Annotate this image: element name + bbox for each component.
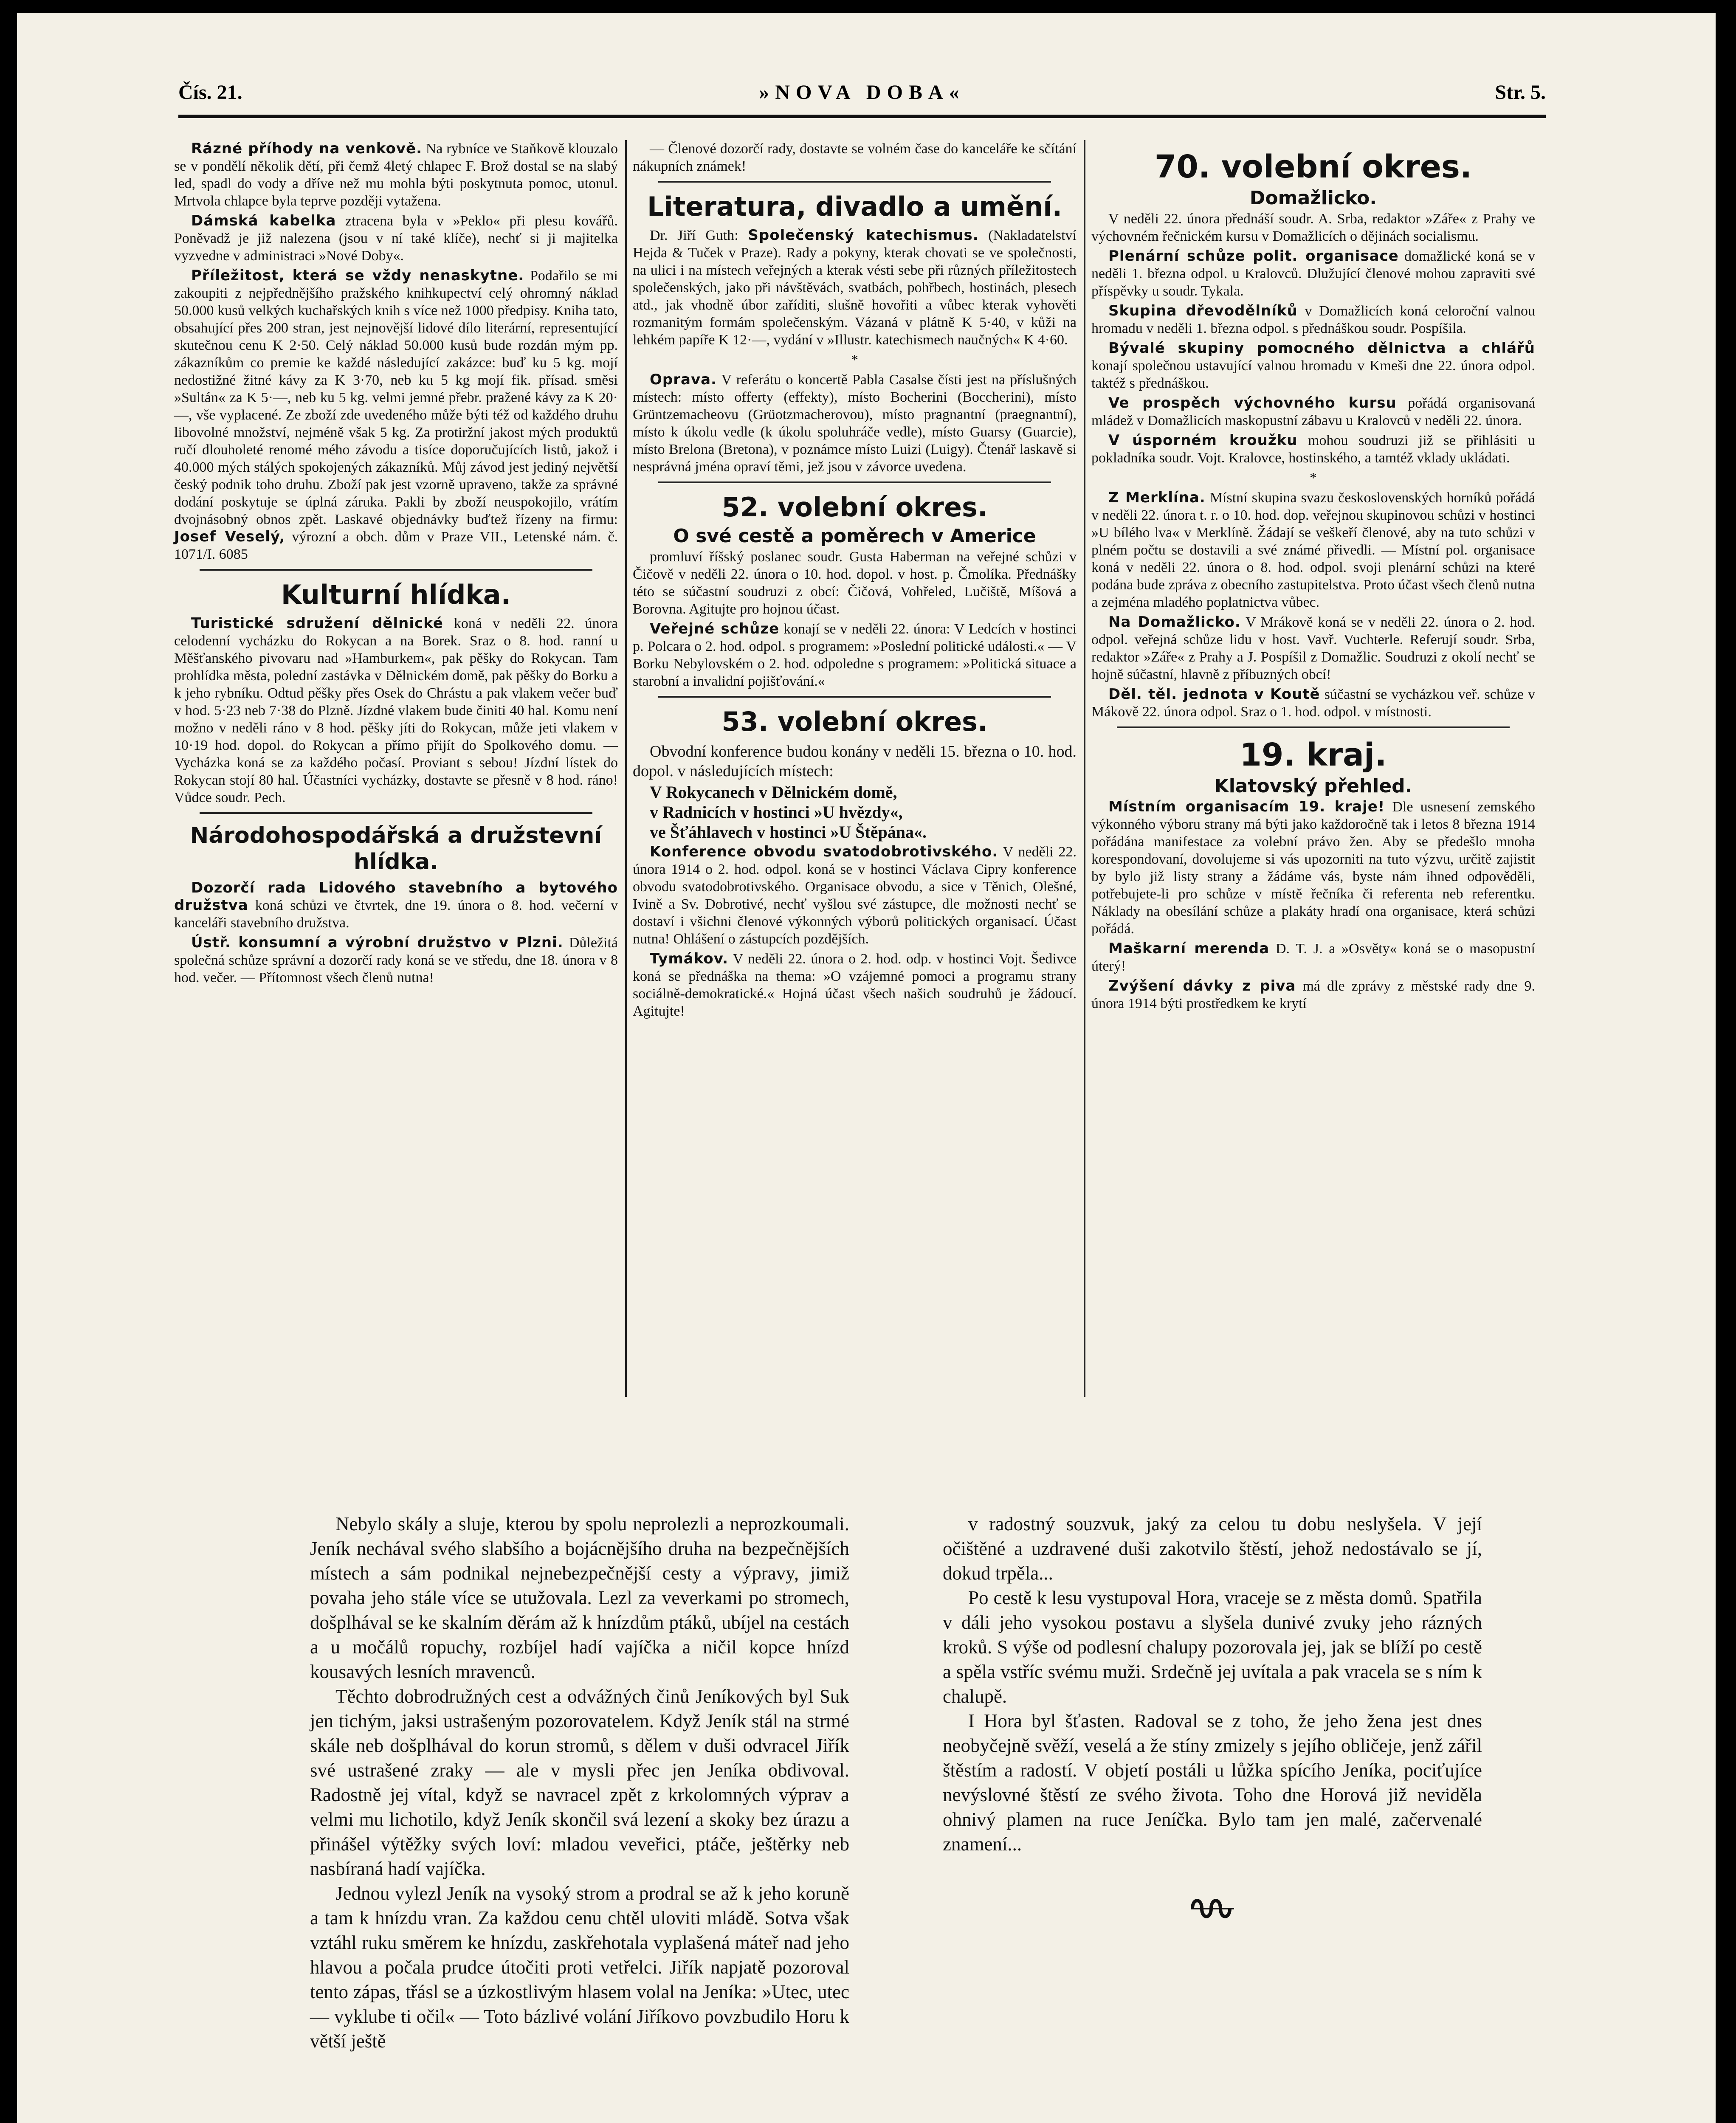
- story-paragraph: Těchto dobrodružných cest a odvážných činů Jeníkových byl Suk jen tichým, jaksi ustrašeným pozorovatelem. Když Jeník stál na strmé skále neb došplhával do korun stromů, s dělem v duši odvracel Jiřík své ustrašené zraky — ale v mysli přec jen Jeníka obdivoval. Radostně jej vítal, když se navracel zpět z krkolomných výprav a velmi mu lichotilo, když Jeník skončil svá lezení a skoky bez úrazu a přinášel výtěžky svých loví: mladou veveřici, ptáče, ještěrky neb nasbíraná hadí vajíčka.: [310, 1686, 849, 1879]
- article-paragraph: Dozorčí rada Lidového stavebního a bytového družstva koná schůzi ve čtvrtek, dne 19. února o 8. hod. večerní v kanceláři stavebního družstva.: [174, 879, 618, 931]
- floral-ornament-icon: [1189, 1894, 1236, 1923]
- article-paragraph: V úsporném kroužku mohou soudruzi již se přihlásiti u pokladníka soudr. Vojt. Kralovce, hostinského, a tamtéž vklady ukládati.: [1091, 432, 1536, 466]
- story-paragraph: Po cestě k lesu vystupoval Hora, vraceje se z města domů. Spatřila v dáli jeho vysokou postavu a slyšela dunivé zvuky jeho rázných kroků. S výše od podlesní chalupy pozorovala jej, jak se blíží po cestě a spěla vstříc svému muži. Srdečně jej uvítala a pak vracela se s ním k chalupě.: [943, 1587, 1482, 1707]
- section-heading: 52. volební okres.: [721, 492, 988, 523]
- place-line: v Radnicích v hostinci »U hvězdy«,: [650, 802, 903, 822]
- separator: [200, 812, 592, 814]
- separator: [658, 181, 1051, 183]
- story-left-column: [310, 1512, 849, 2053]
- advert-paragraph: Příležitost, která se vždy nenaskytne. Podařilo se mi zakoupiti z nejpřednějšího pražského knihkupectví celý ohromný náklad 50.000 kusů velkých kuchařských knih s více než 1000 předpisy. Kniha tato, obsahující přes 200 stran, jest nejnovější lidové dílo literární, representující skutečnou cenu K 2·50. Celý náklad 50.000 kusů bude rozdán mým pp. zákazníkům co premie ke každé následující zakázce: buď ku 5 kg. mojí nedostižné žitné kávy za K 3·70, neb ku 5 kg mojí fik. přísad. směsi »Sultán« za K 5·—, neb ku 5 kg. velmi jemné přebr. pražené kávy za K 20·—, vše vyplacené. Ze zboží zde uvedeného může býti též od každého druhu libovolné množství, nejméně však 5 kg. Za protiržní jakost mých produktů ručí dlouholeté renomé mého závodu a tisíce doporučujících listů, jakož i 40.000 mých stálých spokojených zákazníků. Můj závod jest jediný největší český podnik toho druhu. Zboží pak jest vzorně upraveno, takže za správné dodání poskytuje se úplná záruka. Pakli by zboží neuspokojilo, vrátím dvojnásobný obnos zpět. Laskavé objednávky buďtež řízeny na firmu: Josef Veselý, výrozní a obch. dům v Praze VII., Letenské nám. č. 1071/I. 6085: [174, 267, 618, 562]
- section-heading: Literatura, divadlo a umění.: [647, 191, 1062, 222]
- article-paragraph: Obvodní konference budou konány v neděli 15. března o 10. hod. dopol. v následujících místech:: [633, 743, 1077, 780]
- article-paragraph: Děl. těl. jednota v Koutě súčastní se vycházkou veř. schůze v Mákově 22. února odpol. Sraz o 1. hod. odpol. v místnosti.: [1091, 686, 1536, 720]
- article-paragraph: — Členové dozorčí rady, dostavte se volném čase do kanceláře ke sčítání nákupních známek!: [633, 141, 1077, 174]
- section-heading: Kulturní hlídka.: [281, 579, 511, 610]
- column-rule: [1084, 140, 1085, 1397]
- newspaper-title: »NOVA DOBA«: [759, 81, 965, 104]
- article-paragraph: Turistické sdružení dělnické koná v neděli 22. února celodenní vycházku do Rokycan a na Borek. Sraz o 8. hod. ranní u Měšťanského pivovaru nad »Hamburkem«, pak pěšky do Rokycan. Tam prohlídka města, polední zastávka v Dělnickém domě, pak pěšky do Borku a k jeho rybníku. Odtud pěšky přes Osek do Chrástu a pak vlakem večer buď v hod. 5·23 neb 7·38 do Plzně. Jízdné vlakem bude činiti 40 hal. Komu není možno v neděli ráno v 8 hod. pěšky jíti do Rokycan, může jeti vlakem v 10·19 hod. dopol. do Rokycan a přímo přijít do Spolkového domu. — Vycházka koná se za každého počasí. Proviant s sebou! Jízdní lístek do Rokycan stojí 80 hal. Účastníci vycházky, dostavte se přesně v 8 hod. ráno! Vůdce soudr. Pech.: [174, 615, 618, 805]
- article-paragraph: Bývalé skupiny pomocného dělnictva a chlářů konají společnou ustavující valnou hromadu v Kmeši dne 22. února odpol. taktéž s přednáškou.: [1091, 340, 1535, 391]
- separator: [1117, 726, 1510, 728]
- separator: [658, 696, 1051, 698]
- separator: [200, 569, 592, 571]
- subheading: Klatovský přehled.: [1214, 775, 1412, 797]
- article-paragraph: Dr. Jiří Guth: Společenský katechismus. (Nakladatelství Hejda & Tuček v Praze). Rady a pokyny, kterak chovati se ve společnosti, na ulici i na místech veřejných a kterak vésti sebe při různých příležitostech společenských, jako při návštěvách, svatbách, pohřbech, hostinách, plesech atd., jak vhodně úbor zaříditi, slušně hovořiti a vůbec kterak vyhověti rozmanitým formám společenským. Vázaná v plátně K 5·40, v kůži na lehkém papíře K 12·—, vydání v »Illustr. katechismech naučných« K 4·60.: [633, 227, 1077, 348]
- masthead: [178, 81, 1546, 118]
- separator: [658, 481, 1051, 483]
- article-paragraph: Konference obvodu svatodobrotivského. V neděli 22. února 1914 o 2. hod. odpol. koná se v hostinci Václava Cipry konference obvodu svatodobrotivského. Organisace obvodu, a sice v Těnich, Olešné, Ivině a Sv. Dobrotivé, nechť vyšlou své zástupce, dle možnosti nechť se dostaví i všichni členové výkonných výborů politických organisací. Účast nutna! Ohlášení o zástupcích pozdějších.: [633, 843, 1077, 947]
- article-paragraph: Oprava. V referátu o koncertě Pabla Casalse čísti jest na příslušných místech: místo offerty (effekty), místo Bocherini (Boccherini), místo Grüntzemacheovu (Grüotzmacherovou), místo pragnantní (praegnantní), místo k úkolu vedle (k úkolu spoluhráče vedle), místo Guarsy (Guarcie), místo Brelona (Bretona), v poznámce místo Luizi (Luigy). Čtenář laskavě si nesprávná jména opraví těmi, jež jsou v závorce uvedena.: [633, 371, 1077, 475]
- article-paragraph: Místním organisacím 19. kraje! Dle usnesení zemského výkonného výboru strany má býti jako každoročně tak i letos 8 března 1914 pořádána manifestace za volební právo žen. Aby se předešlo mnoha korespondovaní, dovolujeme si vás upozorniti na tuto výzvu, určitě zajistit by bylo již listy strany a žádáme vás, byste nám ihned odpověděli, potřebujete-li pro schůze v místě řečníka či referenta neb referentku. Náklady na obesílání schůze a plakáty hradí ona organisace, která schůzi pořádá.: [1091, 798, 1535, 937]
- article-paragraph: Tymákov. V neděli 22. února o 2. hod. odp. v hostinci Vojt. Šedivce koná se přednáška na thema: »O vzájemné pomoci a programu strany sociálně-demokratické.« Hojná účast všech našich soudruhů je žádoucí. Agitujte!: [633, 950, 1077, 1019]
- story-paragraph: v radostný souzvuk, jaký za celou tu dobu neslyšela. V její očištěné a uzdravené duši zakotvilo štěstí, jehož nedostávalo se jí, dokud trpěla...: [943, 1513, 1482, 1584]
- article-paragraph: Dámská kabelka ztracena byla v »Peklo« při plesu kovářů. Poněvadž je již nalezena (jsou v ní také klíče), nechť si ji majitelka vyzvedne v administraci »Nové Doby«.: [174, 212, 618, 264]
- issue-number: Čís. 21.: [178, 81, 242, 104]
- article-paragraph: Veřejné schůze konají se v neděli 22. února: V Ledcích v hostinci p. Polcara o 2. hod. odpol. s programem: »Poslední politické události.« — V Borku Nebylovském o 2. hod. odpoledne s programem: »Politická situace a starobní a invalidní pojišťování.«: [633, 620, 1077, 689]
- newspaper-page: [17, 13, 1716, 2123]
- asterisk-separator: *: [851, 352, 858, 368]
- article-paragraph: Skupina dřevodělníků v Domažlicích koná celoroční valnou hromadu v neděli 1. března odpol. s přednáškou soudr. Pospíšila.: [1091, 302, 1535, 336]
- story-paragraph: Nebylo skály a sluje, kterou by spolu neprolezli a neprozkoumali. Jeník nechával svého slabšího a bojácnějšího druha na bezpečnějších místech a sám podnikal nejnebezpečnější cesty a výpravy, jimiž povaha jeho stále více se utužovala. Lezl za veverkami po stromech, došplhával se ke skalním děrám až k hnízdům ptáků, ubíjel na cestách a u močálů ropuchy, rozbíjel hadí vajíčka a ničil kopce hnízd kousavých lesních mravenců.: [310, 1513, 849, 1682]
- article-paragraph: Ve prospěch výchovného kursu pořádá organisovaná mládež v Domažlicích maskopustní zábavu u Kralovců v neděli 22. února.: [1091, 394, 1535, 428]
- column-rule: [625, 140, 627, 1397]
- section-heading: 53. volební okres.: [721, 706, 988, 737]
- place-line: ve Šťáhlavech v hostinci »U Štěpána«.: [650, 822, 927, 842]
- article-paragraph: promluví říšský poslanec soudr. Gusta Haberman na veřejné schůzi v Čičově v neděli 22. února o 10. hod. dopol. v host. p. Čmolíka. Přednášky této se súčastní soudruzi z obcí: Čičová, Vohřeled, Lučiště, Míšová a Borovna. Agitujte pro hojnou účast.: [633, 549, 1077, 617]
- page-label: Str. 5.: [1495, 81, 1546, 104]
- asterisk-separator: *: [1310, 470, 1317, 486]
- story-paragraph: I Hora byl šťasten. Radoval se z toho, že jeho žena jest dnes neobyčejně svěží, veselá a že stíny zmizely s jejího obličeje, jenž zářil štěstím a radostí. V objetí postáli u lůžka spícího Jeníka, pociťujíce nevýslovné štěstí ze svého života. Toho dne Horová již neviděla ohnivý plamen na ruce Jeníčka. Bylo tam jen malé, začervenalé znamení...: [943, 1710, 1482, 1855]
- section-heading: Národohospodářská a družstevní hlídka.: [190, 823, 602, 875]
- section-heading: 70. volební okres.: [1154, 149, 1472, 185]
- section-heading: 19. kraj.: [1240, 737, 1387, 773]
- article-paragraph: Z Merklína. Místní skupina svazu československých horníků pořádá v neděli 22. února t. r. o 10. hod. dop. veřejnou skupinovou schůzi v hostinci »U bílého lva« v Merklíně. Žádají se veškeří členové, aby na tuto schůzi v plném počtu se dostavili a své známé přivedli. — Místní pol. organisace koná v neděli 22. února o 8. hod. odpol. svoji plenární schůzi na které podána bude zpráva z obecního zastupitelstva. Proto účast všech členů nutna a zejména mladého poplatnictva vůbec.: [1091, 489, 1536, 610]
- story-right-column: [943, 1512, 1482, 1856]
- article-paragraph: Ústř. konsumní a výrobní družstvo v Plzni. Důležitá společná schůze správní a dozorčí rady koná se ve středu, dne 18. února v 8 hod. večer. — Přítomnost všech členů nutna!: [174, 934, 618, 985]
- column-1: [174, 140, 618, 989]
- column-3: [1091, 140, 1535, 1015]
- article-paragraph: Rázné příhody na venkově. Na rybníce ve Staňkově klouzalo se v pondělí několik dětí, při čemž 4letý chlapec F. Brož dostal se na slabý led, spadl do vody a dříve než mu mohla býti poskytnuta pomoc, utonul. Mrtvola chlapce byla teprve později vytažena.: [174, 140, 618, 209]
- article-paragraph: Plenární schůze polit. organisace domažlické koná se v neděli 1. března odpol. u Kralovců. Dlužující členové mohou zapraviti své příspěvky u soudr. Tykala.: [1091, 248, 1535, 299]
- article-paragraph: V neděli 22. února přednáší soudr. A. Srba, redaktor »Záře« z Prahy ve výchovném řečnickém kursu v Domažlicích o dějinách socialismu.: [1091, 211, 1535, 244]
- article-paragraph: Zvýšení dávky z piva má dle zprávy z městské rady dne 9. února 1914 býti prostředkem ke krytí: [1091, 977, 1535, 1011]
- article-paragraph: Na Domažlicko. V Mrákově koná se v neděli 22. února o 2. hod. odpol. veřejná schůze lidu v host. Vavř. Vuchterle. Referují soudr. Srba, redaktor »Záře« z Prahy a J. Pospíšil z Domažlic. Soudruzi z okolí nechť se hojně súčastní, hlavně z příbuzných obcí!: [1091, 614, 1535, 682]
- place-line: V Rokycanech v Dělnickém domě,: [650, 783, 897, 802]
- subheading: Domažlicko.: [1249, 187, 1377, 209]
- subheading: O své cestě a poměrech v Americe: [673, 525, 1036, 547]
- story-paragraph: Jednou vylezl Jeník na vysoký strom a prodral se až k jeho koruně a tam k hnízdu vran. Za každou cenu chtěl uloviti mládě. Sotva však vztáhl ruku směrem ke hnízdu, zaskřehotala vyplašená máteř nad jeho hlavou a počala prudce útočiti proti vetřelci. Jiřík napjatě pozoroval tento zápas, třásl se a úzkostlivým hlasem volal na Jeníka: »Utec, utec — vyklube ti očil« — Toto bázlivé volání Jiříkovo povzbudilo Horu k větší ještě: [310, 1883, 849, 2052]
- article-paragraph: Maškarní merenda D. T. J. a »Osvěty« koná se o masopustní úterý!: [1091, 940, 1536, 974]
- column-2: [633, 140, 1077, 1022]
